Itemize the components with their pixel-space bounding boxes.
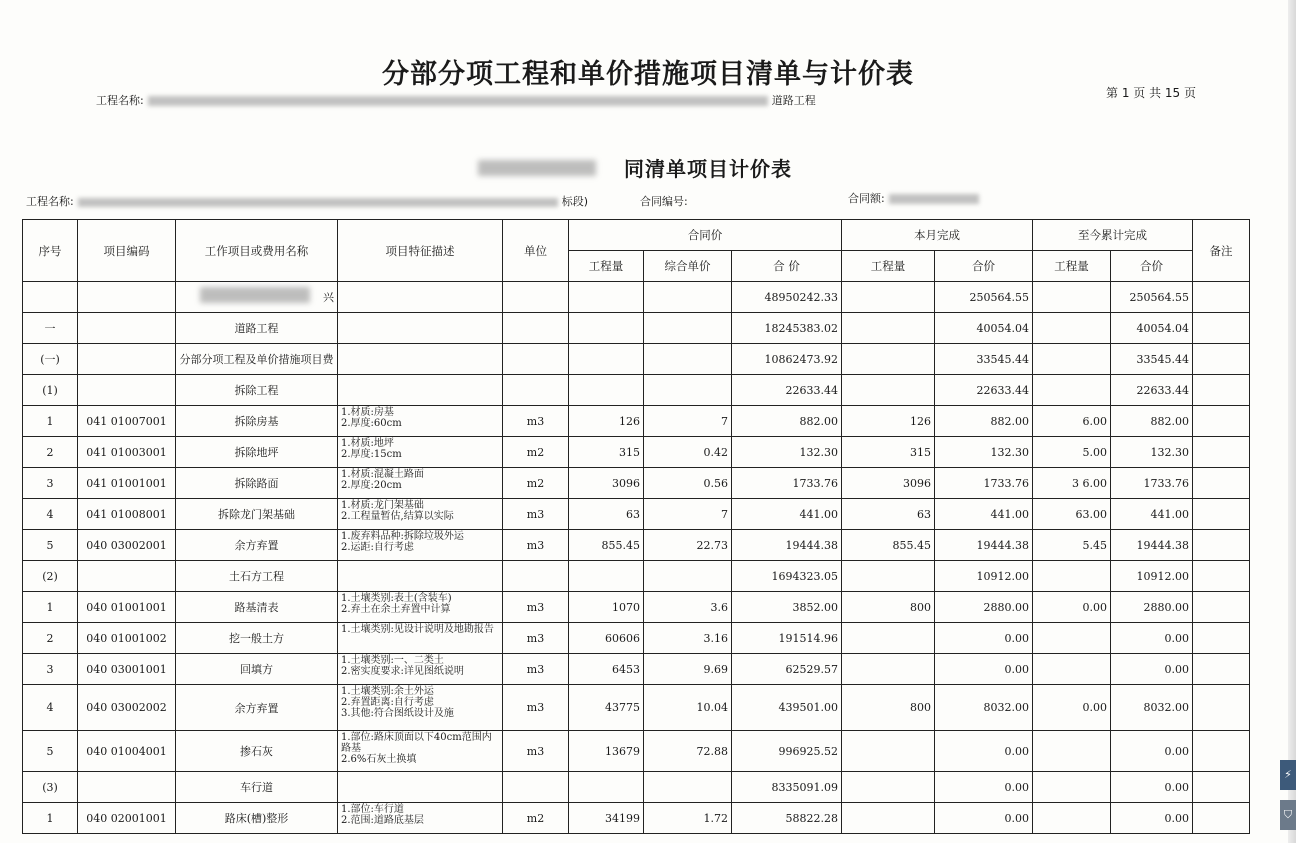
cell-cum-total: 250564.55	[1111, 282, 1193, 313]
cell-desc	[338, 344, 503, 375]
cell-qty: 13679	[569, 731, 644, 772]
cell-cum-total: 10912.00	[1111, 561, 1193, 592]
cell-note	[1193, 499, 1250, 530]
table-row	[23, 731, 1250, 772]
cell-qty	[569, 375, 644, 406]
table-row	[23, 592, 1250, 623]
table-row	[23, 499, 1250, 530]
cell-unit-price: 72.88	[644, 731, 732, 772]
cell-note	[1193, 561, 1250, 592]
cell-qty: 34199	[569, 803, 644, 834]
table-row	[23, 654, 1250, 685]
cell-code	[78, 772, 176, 803]
cell-code	[78, 375, 176, 406]
cell-month-qty: 855.45	[842, 530, 935, 561]
cell-name: 掺石灰	[176, 731, 338, 772]
cell-unit	[503, 772, 569, 803]
cell-cum-total: 40054.04	[1111, 313, 1193, 344]
cell-cum-total: 22633.44	[1111, 375, 1193, 406]
table-row	[23, 530, 1250, 561]
cell-month-qty	[842, 803, 935, 834]
cell-unit: m2	[503, 468, 569, 499]
cell-qty: 126	[569, 406, 644, 437]
cell-month-total: 441.00	[935, 499, 1033, 530]
cell-month-qty: 3096	[842, 468, 935, 499]
cell-desc: 1.土壤类别:余土外运 2.弃置距离:自行考虑 3.其他:符合图纸设计及施	[338, 685, 503, 731]
cell-seq: 2	[23, 623, 78, 654]
table-row	[23, 313, 1250, 344]
cell-cum-total: 0.00	[1111, 803, 1193, 834]
cell-cum-total: 0.00	[1111, 654, 1193, 685]
cell-unit-price: 0.56	[644, 468, 732, 499]
project-suffix: 道路工程	[771, 94, 816, 107]
cell-cum-qty	[1033, 344, 1111, 375]
cell-unit-price: 22.73	[644, 530, 732, 561]
cell-unit-price	[644, 772, 732, 803]
cell-cum-qty	[1033, 313, 1111, 344]
cell-unit-price: 0.42	[644, 437, 732, 468]
cell-month-qty	[842, 313, 935, 344]
redacted-contract-amount	[889, 194, 979, 204]
cell-total: 996925.52	[732, 731, 842, 772]
cell-name: 挖一般土方	[176, 623, 338, 654]
table-row	[23, 437, 1250, 468]
cell-total: 8335091.09	[732, 772, 842, 803]
col-unit-price: 综合单价	[644, 251, 732, 282]
cell-cum-total: 0.00	[1111, 623, 1193, 654]
cell-qty	[569, 313, 644, 344]
cell-month-total: 33545.44	[935, 344, 1033, 375]
cell-cum-qty	[1033, 731, 1111, 772]
cell-desc: 1.部位:车行道 2.范围:道路底基层	[338, 803, 503, 834]
cell-note	[1193, 654, 1250, 685]
cell-total: 882.00	[732, 406, 842, 437]
cell-name: 拆除工程	[176, 375, 338, 406]
cell-unit-price	[644, 375, 732, 406]
cell-month-qty: 800	[842, 592, 935, 623]
cell-month-total: 0.00	[935, 654, 1033, 685]
cell-unit: m2	[503, 803, 569, 834]
cell-qty: 60606	[569, 623, 644, 654]
cell-cum-total: 33545.44	[1111, 344, 1193, 375]
cell-cum-qty	[1033, 561, 1111, 592]
table-row	[23, 803, 1250, 834]
cell-code	[78, 313, 176, 344]
cell-unit	[503, 313, 569, 344]
cell-month-total: 0.00	[935, 731, 1033, 772]
cell-unit-price	[644, 313, 732, 344]
contract-amount	[848, 190, 979, 206]
cell-seq: 3	[23, 654, 78, 685]
cell-cum-qty: 0.00	[1033, 592, 1111, 623]
cell-desc: 1.土壤类别:一、二类土 2.密实度要求:详见图纸说明	[338, 654, 503, 685]
col-total: 合 价	[732, 251, 842, 282]
cell-desc	[338, 313, 503, 344]
cell-unit: m3	[503, 731, 569, 772]
cell-seq: 4	[23, 685, 78, 731]
cell-total: 19444.38	[732, 530, 842, 561]
cell-name: 土石方工程	[176, 561, 338, 592]
header-row-1	[23, 220, 1250, 251]
col-contract-group: 合同价	[569, 220, 842, 251]
cell-month-total: 0.00	[935, 803, 1033, 834]
cell-unit-price: 3.6	[644, 592, 732, 623]
redacted-first-row-name	[200, 287, 310, 303]
cell-note	[1193, 772, 1250, 803]
cell-seq: 1	[23, 592, 78, 623]
meta-project-label: 工程名称:	[26, 195, 74, 208]
cell-code: 040 03002001	[78, 530, 176, 561]
cell-total: 439501.00	[732, 685, 842, 731]
cell-cum-total: 882.00	[1111, 406, 1193, 437]
cell-month-qty	[842, 731, 935, 772]
cell-unit-price: 9.69	[644, 654, 732, 685]
cell-cum-total: 8032.00	[1111, 685, 1193, 731]
cell-month-total: 250564.55	[935, 282, 1033, 313]
cell-month-qty	[842, 375, 935, 406]
cell-desc	[338, 772, 503, 803]
cell-qty: 315	[569, 437, 644, 468]
cell-month-qty	[842, 623, 935, 654]
cell-month-qty	[842, 654, 935, 685]
cell-note	[1193, 623, 1250, 654]
cell-desc: 1.部位:路床顶面以下40cm范围内路基 2.6%石灰土换填	[338, 731, 503, 772]
cell-desc: 1.土壤类别:见设计说明及地勘报告	[338, 623, 503, 654]
cell-month-total: 882.00	[935, 406, 1033, 437]
cell-unit-price: 7	[644, 499, 732, 530]
table-row	[23, 406, 1250, 437]
table-row	[23, 375, 1250, 406]
side-shield-icon[interactable]: ⛉	[1280, 800, 1296, 830]
cell-name: 余方弃置	[176, 685, 338, 731]
cell-unit	[503, 344, 569, 375]
cell-cum-qty	[1033, 803, 1111, 834]
cell-month-total: 1733.76	[935, 468, 1033, 499]
cell-name: 路床(槽)整形	[176, 803, 338, 834]
cell-month-total: 2880.00	[935, 592, 1033, 623]
cell-seq: 1	[23, 406, 78, 437]
cell-month-total: 0.00	[935, 623, 1033, 654]
col-qty: 工程量	[569, 251, 644, 282]
cell-cum-total: 19444.38	[1111, 530, 1193, 561]
cell-name: 拆除路面	[176, 468, 338, 499]
cell-cum-qty	[1033, 282, 1111, 313]
page-info: 第 1 页 共 15 页	[1106, 86, 1196, 100]
contract-amount-label: 合同额:	[848, 192, 885, 205]
cell-code: 040 03001001	[78, 654, 176, 685]
cell-note	[1193, 592, 1250, 623]
table-row	[23, 685, 1250, 731]
project-name-line	[96, 92, 816, 108]
cell-unit: m3	[503, 530, 569, 561]
table-row	[23, 468, 1250, 499]
cell-desc: 1.废弃料品种:拆除垃圾外运 2.运距:自行考虑	[338, 530, 503, 561]
col-cum-group: 至今累计完成	[1033, 220, 1193, 251]
cell-month-total: 22633.44	[935, 375, 1033, 406]
cell-total: 18245383.02	[732, 313, 842, 344]
cell-total: 48950242.33	[732, 282, 842, 313]
cell-seq: 一	[23, 313, 78, 344]
cell-cum-qty: 63.00	[1033, 499, 1111, 530]
scrollbar-edge[interactable]	[1288, 0, 1296, 843]
cell-month-qty	[842, 561, 935, 592]
cell-total: 191514.96	[732, 623, 842, 654]
project-name-label: 工程名称:	[96, 94, 144, 107]
cell-unit-price: 1.72	[644, 803, 732, 834]
cell-code: 041 01007001	[78, 406, 176, 437]
cell-month-qty: 315	[842, 437, 935, 468]
cell-cum-total: 0.00	[1111, 772, 1193, 803]
table-row	[23, 623, 1250, 654]
cell-total: 62529.57	[732, 654, 842, 685]
cell-seq: 3	[23, 468, 78, 499]
cell-month-total: 19444.38	[935, 530, 1033, 561]
cell-unit-price: 3.16	[644, 623, 732, 654]
cell-code: 041 01008001	[78, 499, 176, 530]
cell-month-qty: 800	[842, 685, 935, 731]
col-note: 备注	[1193, 220, 1250, 282]
cell-month-total: 10912.00	[935, 561, 1033, 592]
table-row	[23, 561, 1250, 592]
cell-code	[78, 344, 176, 375]
cell-total: 1694323.05	[732, 561, 842, 592]
redacted-project-name	[148, 96, 768, 106]
contract-no-label: 合同编号:	[640, 195, 688, 208]
cell-seq: 1	[23, 803, 78, 834]
cell-seq: (3)	[23, 772, 78, 803]
cell-code: 041 01003001	[78, 437, 176, 468]
cell-unit-price	[644, 561, 732, 592]
cell-name: 路基清表	[176, 592, 338, 623]
cell-seq	[23, 282, 78, 313]
cell-desc: 1.材质:地坪 2.厚度:15cm	[338, 437, 503, 468]
cell-name: 拆除房基	[176, 406, 338, 437]
cell-desc	[338, 375, 503, 406]
cell-cum-total: 2880.00	[1111, 592, 1193, 623]
cell-unit: m3	[503, 499, 569, 530]
cell-seq: 5	[23, 530, 78, 561]
cell-cum-total: 1733.76	[1111, 468, 1193, 499]
cell-unit-price	[644, 282, 732, 313]
cell-month-qty	[842, 282, 935, 313]
cell-note	[1193, 685, 1250, 731]
cell-cum-qty: 3 6.00	[1033, 468, 1111, 499]
cell-qty: 63	[569, 499, 644, 530]
cell-note	[1193, 375, 1250, 406]
col-cum-qty: 工程量	[1033, 251, 1111, 282]
cell-name: 兴	[176, 282, 338, 313]
redacted-meta-project	[78, 198, 558, 207]
cell-note	[1193, 313, 1250, 344]
cell-month-qty	[842, 772, 935, 803]
cell-name: 拆除龙门架基础	[176, 499, 338, 530]
cell-cum-qty: 5.45	[1033, 530, 1111, 561]
cell-cum-total: 132.30	[1111, 437, 1193, 468]
cell-qty: 1070	[569, 592, 644, 623]
cell-seq: (2)	[23, 561, 78, 592]
cell-total: 1733.76	[732, 468, 842, 499]
cell-code	[78, 561, 176, 592]
cell-qty	[569, 282, 644, 313]
cell-note	[1193, 530, 1250, 561]
cell-qty	[569, 772, 644, 803]
cell-unit-price: 7	[644, 406, 732, 437]
col-month-total: 合价	[935, 251, 1033, 282]
cell-desc	[338, 282, 503, 313]
col-cum-total: 合价	[1111, 251, 1193, 282]
cell-name: 回填方	[176, 654, 338, 685]
col-month-qty: 工程量	[842, 251, 935, 282]
cell-note	[1193, 731, 1250, 772]
cell-code: 041 01001001	[78, 468, 176, 499]
cell-qty: 6453	[569, 654, 644, 685]
meta-section: 标段)	[561, 195, 589, 208]
cell-unit: m3	[503, 406, 569, 437]
cell-total: 3852.00	[732, 592, 842, 623]
cell-total: 22633.44	[732, 375, 842, 406]
cell-note	[1193, 406, 1250, 437]
cell-desc: 1.材质:房基 2.厚度:60cm	[338, 406, 503, 437]
cell-total: 58822.28	[732, 803, 842, 834]
table-row	[23, 772, 1250, 803]
cell-cum-qty: 6.00	[1033, 406, 1111, 437]
table-row	[23, 344, 1250, 375]
cell-month-total: 132.30	[935, 437, 1033, 468]
cell-seq: 5	[23, 731, 78, 772]
cell-name: 分部分项工程及单价措施项目费	[176, 344, 338, 375]
cell-cum-qty: 0.00	[1033, 685, 1111, 731]
cell-code: 040 02001001	[78, 803, 176, 834]
cell-code: 040 01001001	[78, 592, 176, 623]
cell-unit: m3	[503, 685, 569, 731]
col-seq: 序号	[23, 220, 78, 282]
cell-name: 拆除地坪	[176, 437, 338, 468]
cell-note	[1193, 437, 1250, 468]
cell-unit-price: 10.04	[644, 685, 732, 731]
cell-cum-qty	[1033, 654, 1111, 685]
cell-month-total: 8032.00	[935, 685, 1033, 731]
cell-seq: (1)	[23, 375, 78, 406]
meta-project-line	[26, 193, 588, 209]
cell-name: 车行道	[176, 772, 338, 803]
cell-cum-total: 441.00	[1111, 499, 1193, 530]
cell-month-qty: 126	[842, 406, 935, 437]
cell-cum-qty	[1033, 772, 1111, 803]
col-code: 项目编码	[78, 220, 176, 282]
cell-cum-qty	[1033, 623, 1111, 654]
cell-month-total: 0.00	[935, 772, 1033, 803]
cell-name: 道路工程	[176, 313, 338, 344]
cell-qty: 855.45	[569, 530, 644, 561]
cell-code: 040 01004001	[78, 731, 176, 772]
cell-total: 441.00	[732, 499, 842, 530]
col-name: 工作项目或费用名称	[176, 220, 338, 282]
cell-qty: 43775	[569, 685, 644, 731]
cell-name: 余方弃置	[176, 530, 338, 561]
cell-desc: 1.土壤类别:表土(含装车) 2.弃土在余土弃置中计算	[338, 592, 503, 623]
cell-seq: 2	[23, 437, 78, 468]
cell-seq: (一)	[23, 344, 78, 375]
cell-code: 040 03002002	[78, 685, 176, 731]
cell-note	[1193, 282, 1250, 313]
cell-unit: m3	[503, 623, 569, 654]
cell-total: 10862473.92	[732, 344, 842, 375]
sub-title: 同清单项目计价表	[624, 157, 792, 181]
cell-desc	[338, 561, 503, 592]
cell-qty	[569, 344, 644, 375]
cell-unit	[503, 561, 569, 592]
cell-code	[78, 282, 176, 313]
cell-month-qty: 63	[842, 499, 935, 530]
cell-month-qty	[842, 344, 935, 375]
cell-unit	[503, 375, 569, 406]
cell-note	[1193, 803, 1250, 834]
col-desc: 项目特征描述	[338, 220, 503, 282]
col-unit: 单位	[503, 220, 569, 282]
cell-note	[1193, 468, 1250, 499]
side-widget-icon[interactable]: ⚡	[1280, 760, 1296, 790]
cell-seq: 4	[23, 499, 78, 530]
col-month-group: 本月完成	[842, 220, 1033, 251]
bill-table	[22, 219, 1250, 834]
cell-total: 132.30	[732, 437, 842, 468]
cell-unit	[503, 282, 569, 313]
cell-code: 040 01001002	[78, 623, 176, 654]
cell-cum-qty	[1033, 375, 1111, 406]
cell-desc: 1.材质:混凝土路面 2.厚度:20cm	[338, 468, 503, 499]
cell-cum-total: 0.00	[1111, 731, 1193, 772]
cell-unit: m2	[503, 437, 569, 468]
cell-qty	[569, 561, 644, 592]
cell-unit-price	[644, 344, 732, 375]
cell-unit: m3	[503, 592, 569, 623]
cell-desc: 1.材质:龙门架基础 2.工程量暂估,结算以实际	[338, 499, 503, 530]
cell-note	[1193, 344, 1250, 375]
cell-cum-qty: 5.00	[1033, 437, 1111, 468]
main-title: 分部分项工程和单价措施项目清单与计价表	[382, 59, 914, 90]
cell-unit: m3	[503, 654, 569, 685]
cell-qty: 3096	[569, 468, 644, 499]
cell-month-total: 40054.04	[935, 313, 1033, 344]
